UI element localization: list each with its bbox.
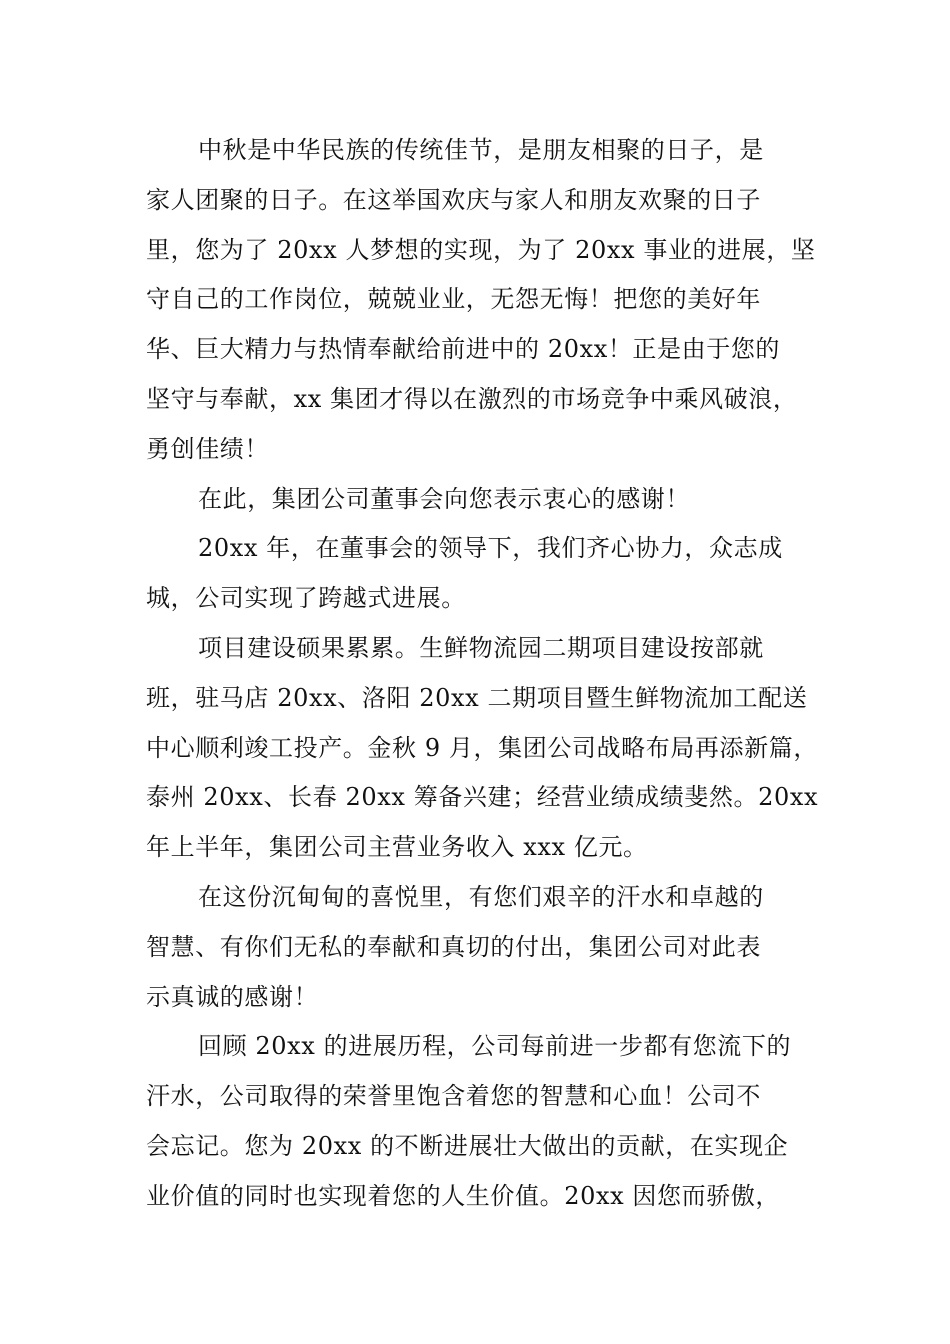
text-line: 泰州 20xx、长春 20xx 筹备兴建；经营业绩成绩斐然。20xx bbox=[146, 783, 819, 812]
text-line: 在此，集团公司董事会向您表示衷心的感谢！ bbox=[198, 484, 690, 513]
text-line: 家人团聚的日子。在这举国欢庆与家人和朋友欢聚的日子 bbox=[146, 185, 761, 214]
text-line: 城，公司实现了跨越式进展。 bbox=[146, 584, 466, 613]
text-line: 汗水，公司取得的荣誉里饱含着您的智慧和心血！公司不 bbox=[146, 1082, 761, 1111]
text-line: 守自己的工作岗位，兢兢业业，无怨无悔！把您的美好年 bbox=[146, 285, 761, 314]
text-line: 中心顺利竣工投产。金秋 9 月，集团公司战略布局再添新篇， bbox=[146, 733, 818, 762]
text-line: 坚守与奉献，xx 集团才得以在激烈的市场竞争中乘风破浪， bbox=[146, 384, 798, 413]
text-line: 年上半年，集团公司主营业务收入 xxx 亿元。 bbox=[146, 833, 648, 862]
text-line: 在这份沉甸甸的喜悦里，有您们艰辛的汗水和卓越的 bbox=[198, 882, 764, 911]
text-line: 里，您为了 20xx 人梦想的实现，为了 20xx 事业的进展，坚 bbox=[146, 235, 816, 264]
text-line: 中秋是中华民族的传统佳节，是朋友相聚的日子，是 bbox=[198, 136, 764, 164]
document-body bbox=[146, 126, 819, 1222]
text-line: 班，驻马店 20xx、洛阳 20xx 二期项目暨生鲜物流加工配送 bbox=[146, 683, 808, 712]
text-line: 勇创佳绩！ bbox=[146, 434, 269, 463]
text-line: 回顾 20xx 的进展历程，公司每前进一步都有您流下的 bbox=[198, 1032, 792, 1061]
text-line: 项目建设硕果累累。生鲜物流园二期项目建设按部就 bbox=[198, 633, 764, 662]
text-line: 智慧、有你们无私的奉献和真切的付出，集团公司对此表 bbox=[146, 932, 761, 961]
text-line: 示真诚的感谢！ bbox=[146, 982, 319, 1011]
text-line: 华、巨大精力与热情奉献给前进中的 20xx！正是由于您的 bbox=[146, 335, 781, 364]
text-line: 业价值的同时也实现着您的人生价值。20xx 因您而骄傲， bbox=[146, 1181, 781, 1210]
text-line: 会忘记。您为 20xx 的不断进展壮大做出的贡献，在实现企 bbox=[146, 1131, 789, 1160]
text-line: 20xx 年，在董事会的领导下，我们齐心协力，众志成 bbox=[198, 534, 783, 563]
